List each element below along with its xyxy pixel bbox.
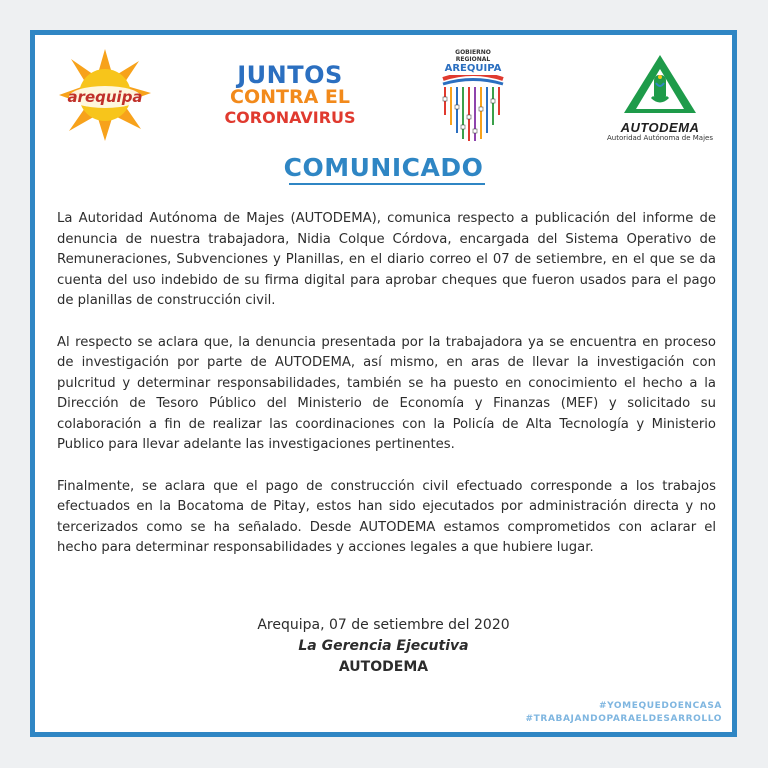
autodema-logo-name: AUTODEMA [620, 120, 700, 135]
document-frame [30, 30, 737, 737]
paragraph-3: Finalmente, se aclara que el pago de construcción civil efectuado corresponde a los trabajos efectuados en la Bocatoma de Pitay, estos han sido ejecutados por administración directa y no tercerizados como se ha señalado. Desde AUTODEMA estamos comprometidos con aclarar el hecho para determinar responsabilidades y acciones legales a que hubiere lugar. [57, 478, 716, 555]
paragraph-1: La Autoridad Autónoma de Majes (AUTODEMA), comunica respecto a publicación del informe de denuncia de nuestra trabajadora, Nidia Colque Córdova, encargada del Sistema Operativo de Remuneraciones, Subvenciones y Planillas, en el diario correo el 07 de setiembre, en el que se da cuenta del uso indebido de su firma digital para aprobar cheques que fueron usados para el pago de planillas de construcción civil. [57, 211, 716, 308]
paragraph-2: Al respecto se aclara que, la denuncia presentada por la trabajadora ya se encuentra en proceso de investigación por parte de AUTODEMA, así mismo, en aras de llevar la investigación con pulcritud y determinar responsabilidades, también se ha puesto en conocimiento el hecho a la Dirección de Tesoro Público del Ministerio de Economía y Finanzas (MEF) y solicitado su colaboración a fin de realizar las coordinaciones con la Policía de Alta Tecnología y Ministerio Publico para llevar adelante las investigaciones pertinentes. [57, 334, 716, 452]
signature-date: Arequipa, 07 de setiembre del 2020 [257, 617, 510, 633]
signature-org: AUTODEMA [338, 659, 429, 675]
page-title: COMUNICADO [283, 153, 484, 182]
title-underline [289, 183, 485, 185]
autodema-logo [600, 53, 720, 143]
hashtag-1: #YOMEQUEDOENCASA [598, 701, 722, 711]
gra-line2: AREQUIPA [444, 63, 502, 74]
juntos-line3: CORONAVIRUS [224, 108, 356, 127]
hashtag-2: #TRABAJANDOPARAELDESARROLLO [525, 714, 722, 724]
signature-block [35, 615, 732, 678]
gobierno-regional-logo [437, 49, 509, 139]
arequipa-logo-text: arequipa [67, 88, 143, 106]
arequipa-sun-logo [57, 47, 153, 143]
gra-line1: GOBIERNO REGIONAL [455, 49, 491, 63]
juntos-line2: CONTRA EL [230, 86, 350, 108]
hashtags [526, 700, 722, 726]
triangle-icon [622, 53, 698, 115]
woven-pattern-icon [437, 75, 509, 143]
juntos-logo [210, 63, 370, 129]
signature-office: La Gerencia Ejecutiva [298, 638, 469, 654]
communique-body [57, 209, 716, 580]
autodema-logo-subtitle: Autoridad Autónoma de Majes [607, 134, 713, 142]
juntos-line1: JUNTOS [237, 61, 343, 89]
